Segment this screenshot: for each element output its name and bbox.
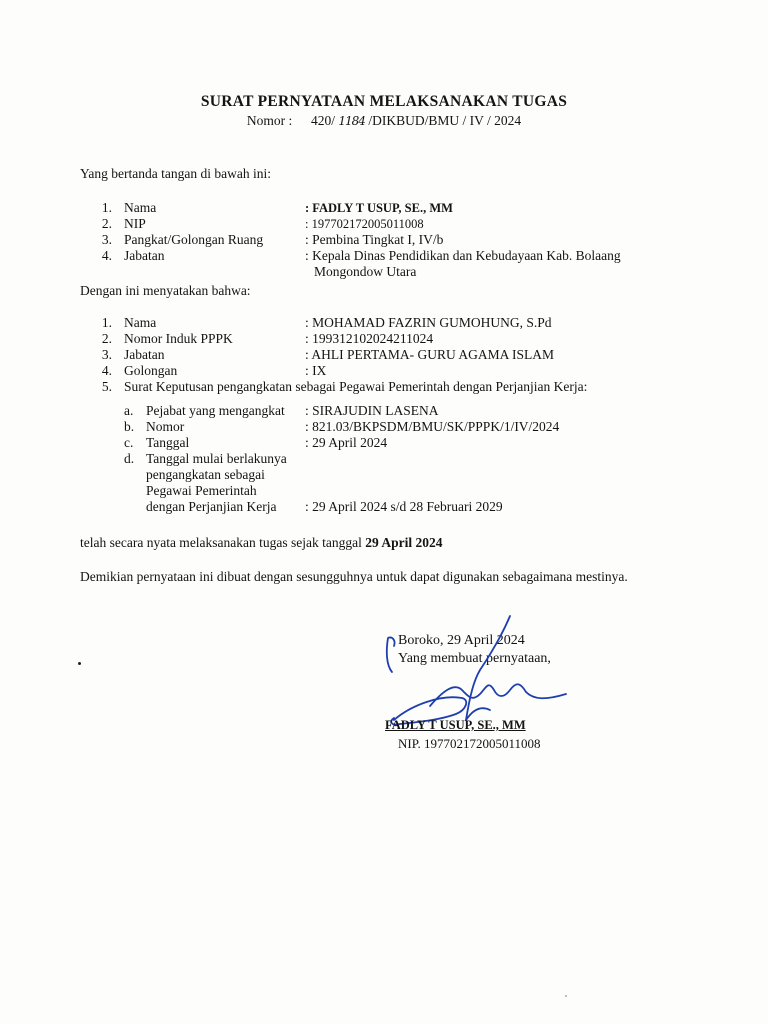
field-value: : IX <box>305 363 327 378</box>
list-number: 1. <box>101 315 112 330</box>
sub-list-letter: c. <box>124 435 134 450</box>
list-number: 4. <box>101 363 112 378</box>
sub-list-letter: a. <box>124 403 134 418</box>
document-number <box>0 113 768 129</box>
field-label: dengan Perjanjian Kerja <box>146 499 277 514</box>
field-label: Nama <box>124 200 157 215</box>
field-label: NIP <box>124 216 146 231</box>
duty-sentence <box>80 535 443 551</box>
field-label: Jabatan <box>124 248 165 263</box>
stray-speck <box>565 995 567 997</box>
field-value: : FADLY T USUP, SE., MM <box>305 201 453 215</box>
field-label: Tanggal <box>146 435 190 450</box>
field-value: : 29 April 2024 s/d 28 Februari 2029 <box>305 499 503 514</box>
closing-paragraph: Demikian pernyataan ini dibuat dengan sesungguhnya untuk dapat digunakan sebagaimana mestinya. <box>80 569 628 584</box>
field-value: : 29 April 2024 <box>305 435 388 450</box>
list-number: 5. <box>101 379 112 394</box>
field-value: : SIRAJUDIN LASENA <box>305 403 439 418</box>
field-value: : Kepala Dinas Pendidikan dan Kebudayaan Kab. Bolaang <box>305 248 621 263</box>
field-value-continuation: Mongondow Utara <box>314 264 417 279</box>
list-number: 3. <box>101 232 112 247</box>
sub-list-letter: b. <box>124 419 135 434</box>
nomor-handwritten: 1184 <box>338 114 365 128</box>
nomor-suffix: /DIKBUD/BMU / IV / 2024 <box>368 113 522 128</box>
list-number: 1. <box>101 200 112 215</box>
signature-nip: NIP. 197702172005011008 <box>398 736 541 751</box>
field-value: : Pembina Tingkat I, IV/b <box>305 232 444 247</box>
intro-text: Yang bertanda tangan di bawah ini: <box>80 166 271 181</box>
field-value: : MOHAMAD FAZRIN GUMOHUNG, S.Pd <box>305 315 552 330</box>
document-title: SURAT PERNYATAAN MELAKSANAKAN TUGAS <box>200 93 568 110</box>
field-label: Surat Keputusan pengangkatan sebagai Pegawai Pemerintah dengan Perjanjian Kerja: <box>124 379 588 394</box>
signature-role: Yang membuat pernyataan, <box>398 651 551 666</box>
duty-date: 29 April 2024 <box>365 535 443 550</box>
field-label: Nomor Induk PPPK <box>124 331 233 346</box>
field-label: Golongan <box>124 363 178 378</box>
signature-name: FADLY T USUP, SE., MM <box>385 718 526 732</box>
field-value: : 197702172005011008 <box>305 217 424 231</box>
field-label: Jabatan <box>124 347 165 362</box>
list-number: 2. <box>101 216 112 231</box>
field-value: : AHLI PERTAMA- GURU AGAMA ISLAM <box>305 347 554 362</box>
field-label: pengangkatan sebagai <box>146 467 265 482</box>
stray-dot <box>78 662 81 665</box>
statement-intro: Dengan ini menyatakan bahwa: <box>80 283 251 298</box>
list-number: 3. <box>101 347 112 362</box>
sub-list-letter: d. <box>124 451 135 466</box>
nomor-prefix: 420/ <box>311 113 336 128</box>
field-value: : 821.03/BKPSDM/BMU/SK/PPPK/1/IV/2024 <box>305 419 560 434</box>
field-value: : 199312102024211024 <box>305 331 434 346</box>
duty-text: telah secara nyata melaksanakan tugas sejak tanggal <box>80 535 366 550</box>
nomor-label: Nomor : <box>246 113 293 128</box>
field-label: Pangkat/Golongan Ruang <box>124 232 264 247</box>
field-label: Pegawai Pemerintah <box>146 483 257 498</box>
field-label: Nomor <box>146 419 185 434</box>
field-label: Nama <box>124 315 157 330</box>
list-number: 2. <box>101 331 112 346</box>
field-label: Pejabat yang mengangkat <box>146 403 285 418</box>
field-label: Tanggal mulai berlakunya <box>146 451 287 466</box>
list-number: 4. <box>101 248 112 263</box>
signature-place-date: Boroko, 29 April 2024 <box>398 633 525 648</box>
